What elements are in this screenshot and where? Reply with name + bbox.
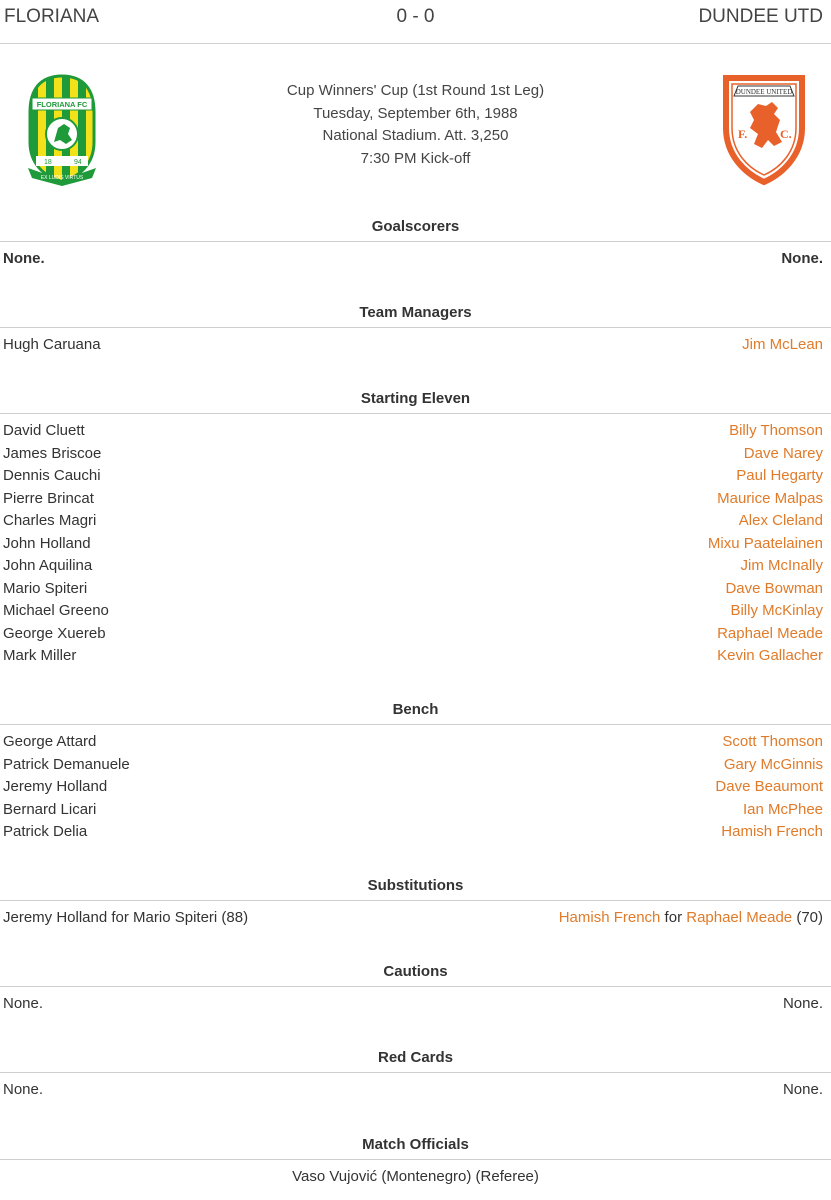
player-row xyxy=(0,578,831,601)
home-manager: Hugh Caruana xyxy=(3,336,101,353)
kickoff-time: 7:30 PM Kick-off xyxy=(360,149,471,167)
away-player-link[interactable]: Mixu Paatelainen xyxy=(707,534,823,552)
list-item: None. None. xyxy=(3,1081,823,1098)
away-player-link[interactable]: Ian McPhee xyxy=(742,800,823,818)
player-row xyxy=(0,465,831,488)
home-player: George Attard xyxy=(3,733,97,750)
home-team-name: FLORIANA xyxy=(4,6,100,27)
away-player-link[interactable]: Billy Thomson xyxy=(729,422,823,439)
home-player: Dennis Cauchi xyxy=(3,467,101,484)
away-manager-link[interactable]: Jim McLean xyxy=(742,336,823,353)
player-row xyxy=(0,821,831,844)
match-info xyxy=(0,80,831,170)
venue: National Stadium. Att. 3,250 xyxy=(322,127,509,144)
svg-text:94: 94 xyxy=(74,159,82,166)
officials-section xyxy=(0,1134,831,1189)
svg-text:18: 18 xyxy=(44,159,52,166)
bench-section xyxy=(0,699,831,844)
home-player: George Xuereb xyxy=(3,624,106,642)
home-player: James Briscoe xyxy=(3,444,102,462)
substitutions-section xyxy=(0,875,831,930)
starting-eleven-section xyxy=(0,388,831,668)
player-row xyxy=(0,510,831,533)
svg-text:EX LUDIS VIRTUS: EX LUDIS VIRTUS xyxy=(40,175,84,181)
home-player: John Aquilina xyxy=(3,557,93,574)
away-team-name: DUNDEE UTD xyxy=(698,6,823,27)
managers-section xyxy=(0,302,831,357)
away-player-link[interactable]: Raphael Meade xyxy=(717,624,823,642)
home-player: David Cluett xyxy=(3,422,85,439)
away-player-link[interactable]: Kevin Gallacher xyxy=(717,647,823,664)
away-player-link[interactable]: Paul Hegarty xyxy=(736,467,823,484)
cautions-section xyxy=(0,961,831,1016)
away-player-link[interactable]: Hamish French xyxy=(721,823,823,840)
away-player-link[interactable]: Dave Narey xyxy=(743,444,823,462)
player-row xyxy=(0,754,831,777)
red-cards-section xyxy=(0,1047,831,1102)
away-player-link[interactable]: Dave Beaumont xyxy=(715,778,823,795)
home-player: Bernard Licari xyxy=(3,800,97,818)
player-row xyxy=(0,776,831,799)
home-player: Mario Spiteri xyxy=(3,579,88,597)
home-player: Jeremy Holland xyxy=(3,778,108,795)
away-player-link[interactable]: Gary McGinnis xyxy=(723,755,823,773)
home-player: John Holland xyxy=(3,534,91,552)
score-header xyxy=(0,0,831,44)
svg-text:C.: C. xyxy=(780,127,792,141)
player-row xyxy=(0,488,831,511)
player-row xyxy=(0,533,831,556)
player-row xyxy=(0,623,831,646)
home-substitution: Jeremy Holland for Mario Spiteri (88) xyxy=(3,909,249,926)
home-player: Mark Miller xyxy=(3,647,77,664)
home-player: Michael Greeno xyxy=(3,602,109,619)
match-date: Tuesday, September 6th, 1988 xyxy=(313,104,518,122)
player-row xyxy=(0,443,831,466)
away-player-link[interactable]: Dave Bowman xyxy=(725,579,823,597)
list-item xyxy=(0,907,831,930)
list-item xyxy=(0,334,831,357)
away-substitution: Hamish French for Raphael Meade (70) xyxy=(558,909,823,926)
svg-text:F.: F. xyxy=(738,127,748,141)
section-title: Goalscorers xyxy=(0,216,831,242)
goalscorers-section xyxy=(0,216,831,271)
list-item: None. None. xyxy=(3,995,823,1012)
player-row xyxy=(0,420,831,443)
section-title: Bench xyxy=(0,699,831,725)
section-title: Match Officials xyxy=(0,1134,831,1160)
player-row xyxy=(0,731,831,754)
dundee-united-crest-icon xyxy=(716,70,812,186)
section-title: Starting Eleven xyxy=(0,388,831,414)
section-title: Substitutions xyxy=(0,875,831,901)
player-row xyxy=(0,799,831,822)
player-link[interactable]: Hamish French xyxy=(558,909,661,926)
away-player-link[interactable]: Alex Cleland xyxy=(738,512,823,529)
section-title: Cautions xyxy=(0,961,831,987)
home-player: Patrick Delia xyxy=(3,823,88,840)
home-player: Pierre Brincat xyxy=(3,489,94,507)
floriana-crest-name: FLORIANA FC xyxy=(36,100,88,109)
player-row xyxy=(0,645,831,668)
home-player: Charles Magri xyxy=(3,512,97,529)
dundee-crest-name: DUNDEE UNITED xyxy=(735,88,793,96)
home-player: Patrick Demanuele xyxy=(3,755,130,773)
player-row xyxy=(0,600,831,623)
competition: Cup Winners' Cup (1st Round 1st Leg) xyxy=(286,82,545,99)
away-player-link[interactable]: Maurice Malpas xyxy=(717,489,823,507)
section-title: Team Managers xyxy=(0,302,831,328)
list-item: None. None. xyxy=(3,250,823,267)
match-score: 0 - 0 xyxy=(396,6,435,27)
player-link[interactable]: Raphael Meade xyxy=(686,909,793,926)
referee: Vaso Vujović (Montenegro) (Referee) xyxy=(292,1168,539,1185)
section-title: Red Cards xyxy=(0,1047,831,1073)
away-player-link[interactable]: Billy McKinlay xyxy=(730,602,823,619)
away-player-link[interactable]: Scott Thomson xyxy=(722,733,823,750)
player-row xyxy=(0,555,831,578)
away-player-link[interactable]: Jim McInally xyxy=(740,557,823,574)
